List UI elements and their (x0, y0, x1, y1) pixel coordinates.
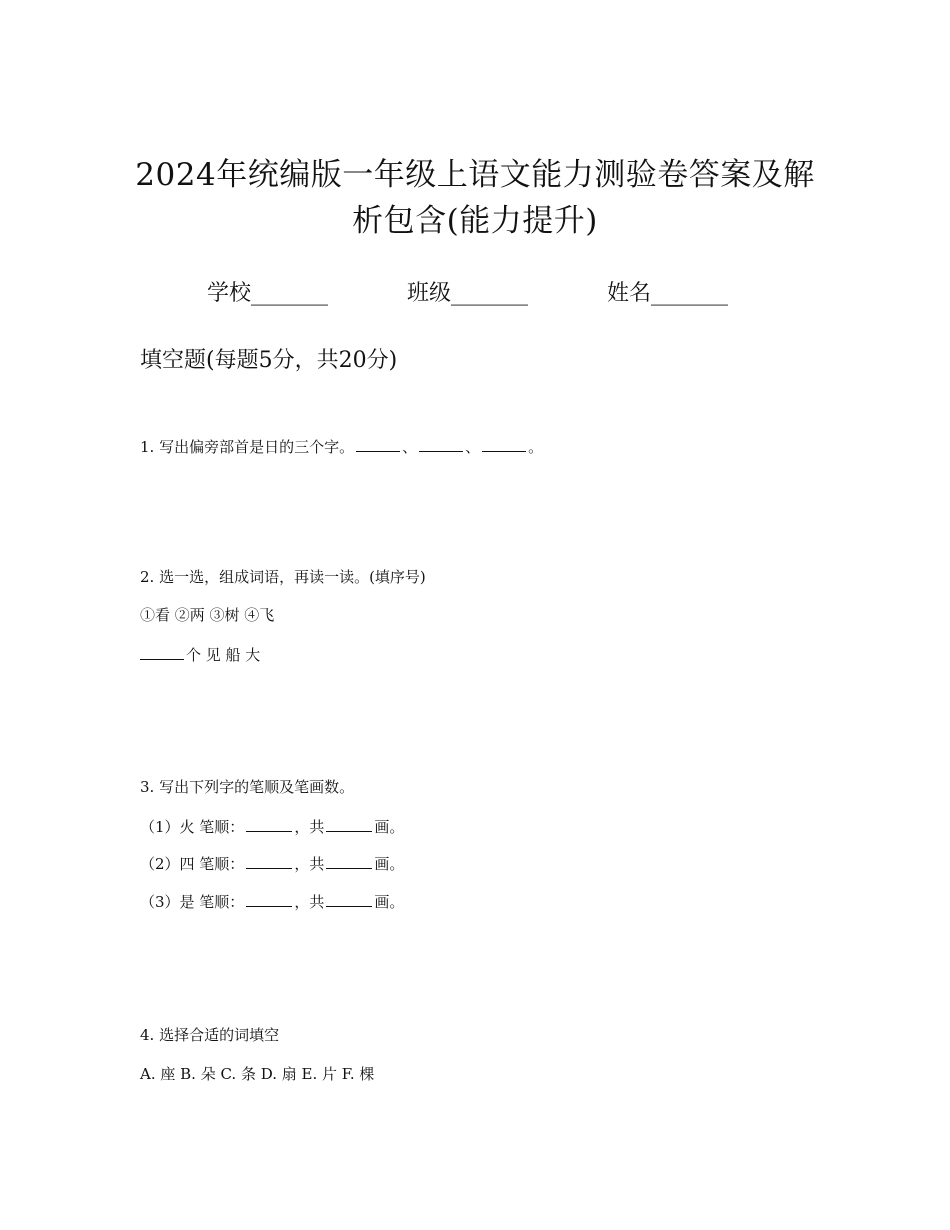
item-mid: ，共 (294, 818, 325, 836)
question-1-text: 1. 写出偏旁部首是日的三个字。 (140, 438, 355, 456)
student-info-row (0, 276, 950, 312)
question-4-options: A. 座 B. 朵 C. 条 D. 扇 E. 片 F. 棵 (140, 1065, 375, 1083)
stroke-order-blank[interactable] (246, 853, 292, 869)
item-end: 画。 (374, 893, 405, 911)
name-field[interactable]: 姓名_______ (607, 281, 729, 306)
item-prefix: （3）是 笔顺： (140, 893, 245, 911)
answer-blank[interactable] (419, 436, 463, 452)
school-field[interactable]: 学校_______ (207, 281, 329, 306)
question-2-options: ①看 ②两 ③树 ④飞 (140, 606, 275, 624)
question-3-text: 3. 写出下列字的笔顺及笔画数。 (140, 778, 355, 796)
stroke-count-blank[interactable] (326, 891, 372, 907)
item-end: 画。 (374, 855, 405, 873)
question-1 (140, 436, 543, 457)
question-2-words (140, 644, 260, 665)
question-4-text: 4. 选择合适的词填空 (140, 1026, 280, 1044)
item-mid: ，共 (294, 855, 325, 873)
answer-blank[interactable] (356, 436, 400, 452)
title-line-2: 析包含(能力提升) (352, 203, 598, 239)
title-line-1: 2024年统编版一年级上语文能力测验卷答案及解 (135, 157, 815, 193)
question-3-item-3 (140, 891, 404, 912)
question-3-item-1 (140, 816, 404, 837)
class-field[interactable]: 班级_______ (407, 281, 529, 306)
stroke-count-blank[interactable] (326, 853, 372, 869)
word-list: 个 见 船 大 (186, 646, 261, 664)
question-2-text: 2. 选一选，组成词语，再读一读。(填序号) (140, 568, 426, 586)
section-heading: 填空题(每题5分，共20分) (140, 348, 398, 373)
item-mid: ，共 (294, 893, 325, 911)
item-end: 画。 (374, 818, 405, 836)
question-3-item-2 (140, 853, 404, 874)
answer-blank[interactable] (140, 644, 184, 660)
separator: 、 (465, 438, 481, 456)
stroke-order-blank[interactable] (246, 891, 292, 907)
item-prefix: （1）火 笔顺： (140, 818, 245, 836)
stroke-order-blank[interactable] (246, 816, 292, 832)
answer-blank[interactable] (482, 436, 526, 452)
stroke-count-blank[interactable] (326, 816, 372, 832)
item-prefix: （2）四 笔顺： (140, 855, 245, 873)
period: 。 (528, 438, 544, 456)
separator: 、 (402, 438, 418, 456)
document-title (90, 152, 860, 244)
